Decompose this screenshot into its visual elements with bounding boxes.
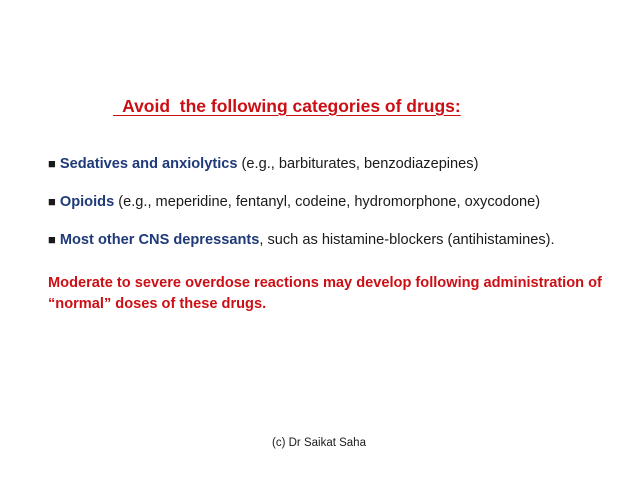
bullet-detail: (e.g., meperidine, fentanyl, codeine, hydromorphone, oxycodone) [114, 194, 541, 210]
square-bullet-icon: ■ [48, 194, 56, 209]
bullet-term: Sedatives and anxiolytics [59, 156, 238, 172]
bullet-list [48, 156, 628, 270]
copyright-footer: (c) Dr Saikat Saha [272, 437, 366, 449]
warning-note: Moderate to severe overdose reactions may develop following administration of “normal” doses of these drugs. [48, 275, 602, 312]
bullet-term: Most other CNS depressants [59, 232, 260, 248]
bullet-item-sedatives [48, 156, 628, 194]
slide-heading: Avoid the following categories of drugs: [113, 96, 461, 116]
bullet-detail: , such as histamine-blockers (antihistamines). [259, 232, 555, 248]
bullet-item-opioids [48, 194, 628, 232]
square-bullet-icon: ■ [48, 232, 56, 247]
bullet-detail: (e.g., barbiturates, benzodiazepines) [237, 156, 479, 172]
square-bullet-icon: ■ [48, 156, 56, 171]
bullet-item-cns-depressants [48, 232, 628, 270]
bullet-term: Opioids [59, 194, 115, 210]
